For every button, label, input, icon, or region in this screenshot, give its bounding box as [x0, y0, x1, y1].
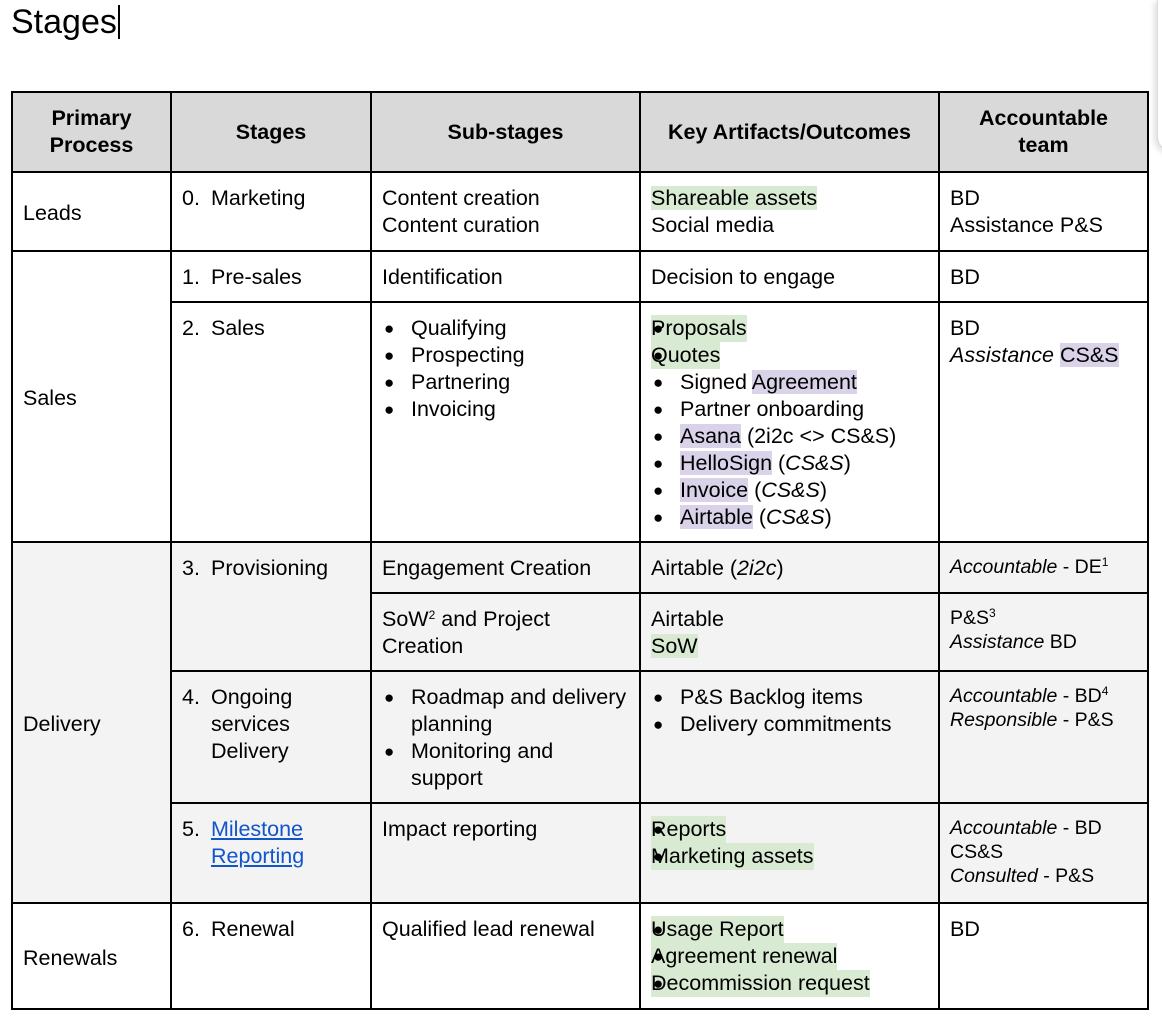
header-accountable-team: Accountable team — [939, 92, 1148, 172]
table-row-presales — [12, 251, 1148, 302]
artifacts-ongoing — [640, 671, 939, 803]
team-milestone: Accountable - BD CS&S Consulted - P&S — [939, 803, 1148, 903]
table-row-renewal — [12, 903, 1148, 1009]
list-item: ● Partner onboarding — [651, 396, 928, 423]
substages-marketing: Content creation Content curation — [371, 172, 640, 251]
stage-renewal: 6. Renewal — [171, 903, 371, 1009]
table-row-ongoing — [12, 671, 1148, 803]
table-header-row — [12, 92, 1148, 172]
list-item: ● Prospecting — [382, 342, 629, 369]
substage-sow-creation: SoW$^2$ and Project Creation — [371, 593, 640, 671]
header-stages: Stages — [171, 92, 371, 172]
substage-milestone: Impact reporting — [371, 803, 640, 903]
list-item: ● Qualifying — [382, 315, 629, 342]
artifact-provisioning-a: Airtable (2i2c) — [640, 542, 939, 593]
list-item: ● Marketing assets — [651, 843, 814, 870]
stage-ongoing: 4. Ongoing services Delivery — [171, 671, 371, 803]
team-sales: BD Assistance CS&S — [939, 302, 1148, 542]
milestone-reporting-link-cont[interactable]: Reporting — [211, 844, 305, 868]
stage-presales: 1. Pre-sales — [171, 251, 371, 302]
milestone-reporting-link[interactable]: Milestone — [211, 817, 304, 841]
substage-engagement-creation: Engagement Creation — [371, 542, 640, 593]
header-artifacts: Key Artifacts/Outcomes — [640, 92, 939, 172]
header-primary-process: Primary Process — [12, 92, 171, 172]
list-item: ● Decommission request — [651, 970, 870, 997]
list-item: ● Signed Agreement — [651, 369, 928, 396]
team-renewal: BD — [939, 903, 1148, 1009]
substages-sales — [371, 302, 640, 542]
substage-renewal: Qualified lead renewal — [371, 903, 640, 1009]
group-leads: Leads — [12, 172, 171, 251]
table-row-sales — [12, 302, 1148, 542]
artifact-presales: Decision to engage — [640, 251, 939, 302]
stage-milestone: 5. Milestone Reporting — [171, 803, 371, 903]
list-item: ● Roadmap and delivery planning — [382, 684, 629, 738]
page-edge-shadow — [1157, 0, 1162, 151]
artifacts-renewal — [640, 903, 939, 1009]
team-ongoing: Accountable - $BD^4$ Responsible - P&S — [939, 671, 1148, 803]
text-cursor — [118, 5, 120, 39]
team-provisioning-b: $P\&S^3$ Assistance BD — [939, 593, 1148, 671]
list-item: ● Airtable (CS&S) — [651, 504, 928, 531]
list-item: ● Monitoring and support — [382, 738, 629, 792]
artifacts-sales — [640, 302, 939, 542]
stage-sales: 2. Sales — [171, 302, 371, 542]
list-item: ● Agreement renewal — [651, 943, 837, 970]
list-item: ● Invoice (CS&S) — [651, 477, 928, 504]
group-renewals: Renewals — [12, 903, 171, 1009]
substage-presales: Identification — [371, 251, 640, 302]
list-item: ● Quotes — [651, 342, 720, 369]
list-item: ● Invoicing — [382, 396, 629, 423]
list-item: ● Partnering — [382, 369, 629, 396]
title-text: Stages — [11, 3, 117, 41]
group-delivery: Delivery — [12, 542, 171, 903]
list-item: ● Usage Report — [651, 916, 784, 943]
list-item: ● Reports — [651, 816, 726, 843]
artifact-provisioning-b: Airtable SoW — [640, 593, 939, 671]
stage-marketing: 0. Marketing — [171, 172, 371, 251]
stage-provisioning: 3. Provisioning — [171, 542, 371, 671]
table-row-marketing — [12, 172, 1148, 251]
list-item: ● Asana (2i2c <> CS&S) — [651, 423, 928, 450]
table-row-provisioning-a — [12, 542, 1148, 593]
table-row-milestone — [12, 803, 1148, 903]
list-item: ● Delivery commitments — [651, 711, 928, 738]
list-item: ● Proposals — [651, 315, 747, 342]
artifacts-milestone — [640, 803, 939, 903]
header-substages: Sub-stages — [371, 92, 640, 172]
list-item: ● HelloSign (CS&S) — [651, 450, 928, 477]
team-provisioning-a: Accountable - $DE^1$ — [939, 542, 1148, 593]
substages-ongoing — [371, 671, 640, 803]
team-marketing: BD Assistance P&S — [939, 172, 1148, 251]
artifacts-marketing: Shareable assets Social media — [640, 172, 939, 251]
document-title[interactable] — [11, 0, 120, 44]
team-presales: BD — [939, 251, 1148, 302]
group-sales: Sales — [12, 251, 171, 542]
list-item: ● P&S Backlog items — [651, 684, 928, 711]
stages-table — [11, 91, 1149, 1010]
